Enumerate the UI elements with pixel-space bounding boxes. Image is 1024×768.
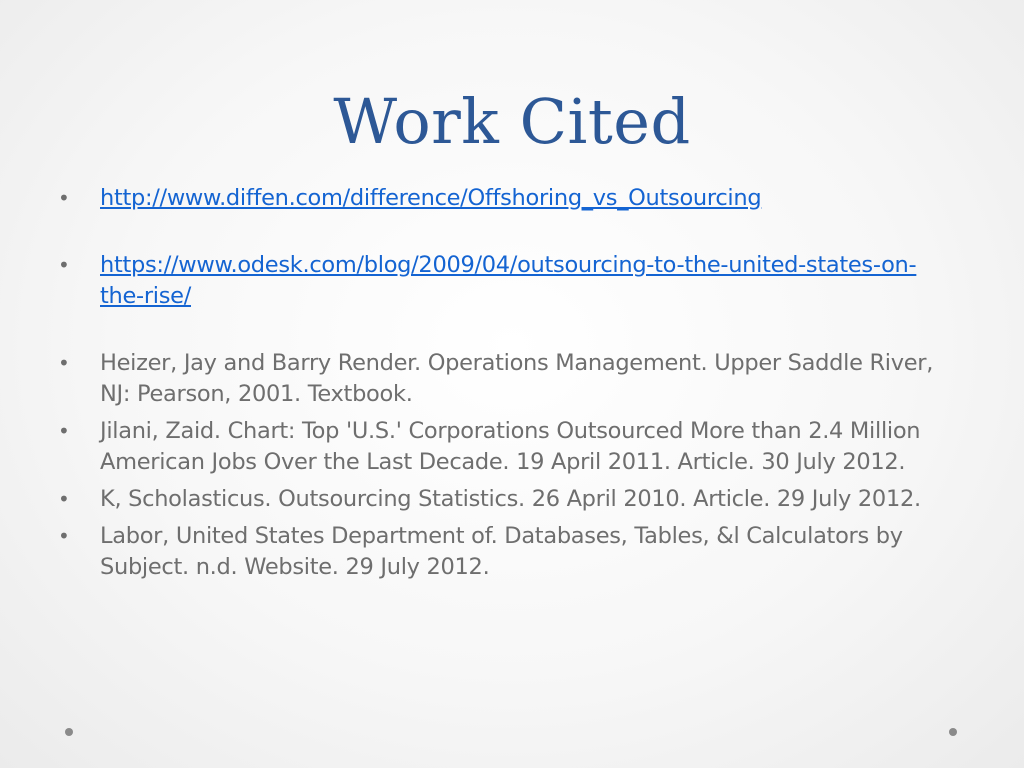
citation-item xyxy=(58,348,958,410)
citation-text-jilani: Jilani, Zaid. Chart: Top 'U.S.' Corporations Outsourced More than 2.4 Million American Jobs Over the Last Decade. 19 April 2011. Article. 30 July 2012. xyxy=(100,418,921,475)
citation-item xyxy=(58,416,958,478)
bullet-icon: • xyxy=(58,419,70,443)
bullet-icon: • xyxy=(58,487,70,511)
citation-text-scholasticus: K, Scholasticus. Outsourcing Statistics. 26 April 2010. Article. 29 July 2012. xyxy=(100,486,921,512)
bullet-icon: • xyxy=(58,253,70,277)
bullet-icon: • xyxy=(58,524,70,548)
citation-item xyxy=(58,484,958,515)
citation-link-diffen[interactable]: http://www.diffen.com/difference/Offshoring_vs_Outsourcing xyxy=(100,185,762,211)
citation-text-labor: Labor, United States Department of. Databases, Tables, &l Calculators by Subject. n.d. Website. 29 July 2012. xyxy=(100,523,903,580)
decorative-dot-right xyxy=(949,728,957,736)
bullet-icon: • xyxy=(58,351,70,375)
citation-link-odesk[interactable]: https://www.odesk.com/blog/2009/04/outsourcing-to-the-united-states-on-the-rise/ xyxy=(100,252,917,309)
decorative-dot-left xyxy=(65,728,73,736)
citation-item xyxy=(58,183,958,214)
citation-list xyxy=(58,183,958,583)
citation-text-heizer: Heizer, Jay and Barry Render. Operations Management. Upper Saddle River, NJ: Pearson, 2001. Textbook. xyxy=(100,350,934,407)
bullet-icon: • xyxy=(58,186,70,210)
slide-title: Work Cited xyxy=(333,85,691,158)
citation-item xyxy=(58,521,958,583)
citation-item xyxy=(58,250,958,312)
